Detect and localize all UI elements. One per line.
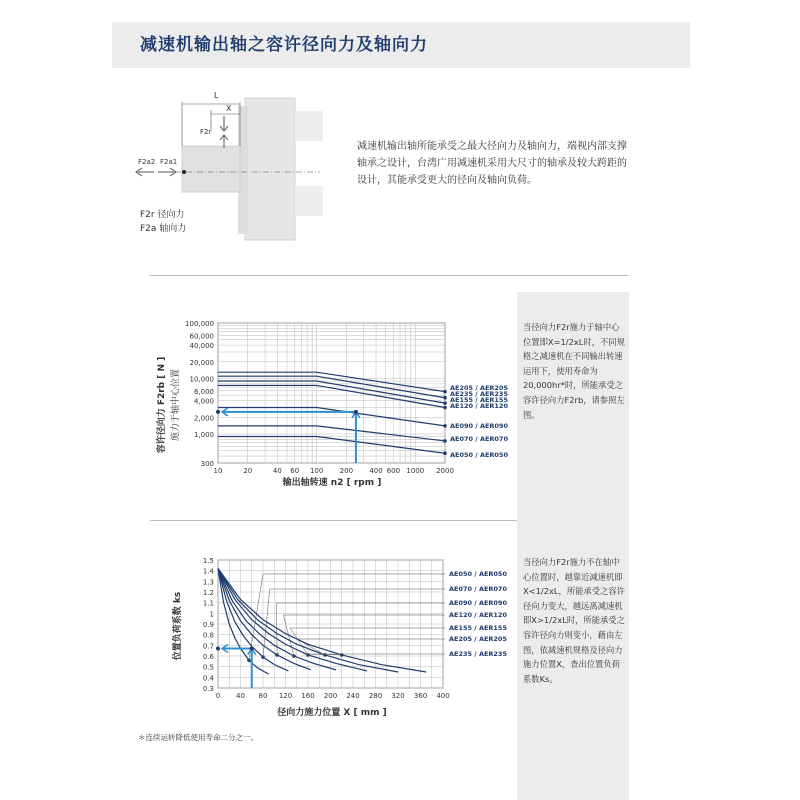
chart2-y-tick: 1.5 xyxy=(202,557,214,565)
chart1-lookup-axis-point xyxy=(216,410,220,414)
chart2-x-tick: 80 xyxy=(258,692,268,700)
chart2-series-marker xyxy=(306,653,310,657)
chart1-x-tick: 2000 xyxy=(436,467,454,475)
chart1-x-tick: 10 xyxy=(213,467,223,475)
chart2-y-tick: 0.5 xyxy=(202,663,214,672)
chart2-note: 当径向力F2r施力不在轴中心位置时，越靠近减速机即X<1/2xL，所能承受之容许径向力变大，越远离减速机即X>1/2xL时，所能承受之容许径向力则变小，藉由左图，依减速机规格及径向力施力位置X，查出位置负荷系数Ks。 xyxy=(523,557,625,684)
chart1-series-endpoint xyxy=(443,401,447,405)
chart2-y-tick: 0.9 xyxy=(202,621,214,629)
chart2-x-axis-title: 径向力施力位置 X [ mm ] xyxy=(277,708,387,718)
chart2-series-label: AE050 / AER050 xyxy=(449,570,507,578)
gearbox-flange-bottom xyxy=(295,186,323,216)
axial-arrow-left xyxy=(136,168,154,176)
label-F2a2: F2a2 xyxy=(138,158,156,166)
chart2-y-tick: 0.8 xyxy=(202,631,214,640)
gearbox-flange-top xyxy=(295,111,323,141)
dim-label-L: L xyxy=(214,91,219,100)
gearbox-body xyxy=(245,98,295,240)
chart1-series-endpoint xyxy=(443,439,447,443)
chart2-series-label: AE155 / AER155 xyxy=(449,624,507,632)
force-legend xyxy=(140,208,186,236)
label-F2a1: F2a1 xyxy=(160,158,178,166)
chart1-series-label: AE155 / AER155 xyxy=(450,396,508,404)
chart1-series-label: AE090 / AER090 xyxy=(450,422,508,430)
chart1-series-label: AE120 / AER120 xyxy=(450,402,508,410)
chart2-y-tick: 1.1 xyxy=(202,599,214,608)
chart2-series-label: AE120 / AER120 xyxy=(449,611,507,619)
chart2-series-marker xyxy=(323,653,327,657)
chart1-x-tick: 400 xyxy=(369,467,383,475)
chart1-y-tick: 2,000 xyxy=(193,414,214,423)
chart2-series-label: AE205 / AER205 xyxy=(449,635,507,643)
chart1-y-axis-subtitle: 施力于轴中心位置 xyxy=(171,368,181,442)
chart2-y-tick: 0.6 xyxy=(202,653,214,661)
chart1-series-label: AE050 / AER050 xyxy=(450,451,508,459)
chart1-series-label: AE070 / AER070 xyxy=(450,435,508,443)
chart1-lookup-point xyxy=(354,410,358,414)
chart2-y-tick: 0.4 xyxy=(202,674,214,683)
chart1-series-label: AE205 / AER205 xyxy=(450,384,508,392)
legend-axial: F2a 轴向力 xyxy=(140,224,187,234)
chart2-x-tick: 400 xyxy=(436,692,450,700)
chart1-x-tick: 60 xyxy=(290,467,300,475)
chart1-y-tick: 10,000 xyxy=(189,375,214,384)
chart2-series-label: AE070 / AER070 xyxy=(449,585,507,593)
chart-position-factor xyxy=(140,548,520,723)
chart2-y-axis-title: 位置负荷系数 ks xyxy=(173,591,183,661)
chart1-x-tick: 40 xyxy=(272,467,282,475)
chart1-x-axis-title: 输出轴转速 n2 [ rpm ] xyxy=(282,478,382,488)
chart1-x-tick: 200 xyxy=(339,467,354,475)
axial-arrow-right xyxy=(158,168,176,176)
chart2-x-tick: 120 xyxy=(278,692,293,700)
label-F2r: F2r xyxy=(200,128,212,136)
chart2-x-tick: 160 xyxy=(301,692,315,700)
chart1-y-tick: 6,000 xyxy=(193,387,214,396)
chart2-series-line xyxy=(218,569,426,672)
divider-2 xyxy=(150,520,517,521)
chart2-y-tick: 0.7 xyxy=(202,642,214,651)
chart1-x-tick: 100 xyxy=(309,467,324,475)
dim-label-X: X xyxy=(226,104,232,113)
legend-radial: F2r 径向力 xyxy=(140,210,185,220)
chart1-series-label: AE235 / AER235 xyxy=(450,390,508,398)
chart2-series-label: AE235 / AER235 xyxy=(449,650,507,658)
chart1-series-endpoint xyxy=(443,451,447,455)
chart2-y-tick: 1.2 xyxy=(202,589,214,597)
page-title: 减速机输出轴之容许径向力及轴向力 xyxy=(140,35,428,55)
chart1-x-tick: 600 xyxy=(386,467,401,475)
chart-radial-force xyxy=(140,305,520,505)
chart1-y-tick: 20,000 xyxy=(189,358,214,367)
chart2-lookup-point xyxy=(250,647,254,651)
chart2-x-tick: 240 xyxy=(346,692,360,700)
chart1-series-endpoint xyxy=(443,390,447,394)
divider-1 xyxy=(150,275,628,276)
output-shaft xyxy=(182,146,240,192)
chart2-x-tick: 0 xyxy=(215,692,221,700)
chart1-y-tick: 300 xyxy=(200,460,214,468)
chart1-y-axis-title: 容许径向力 F2rb [ N ] xyxy=(157,356,167,454)
chart2-x-tick: 40 xyxy=(236,692,245,700)
chart1-y-tick: 1,000 xyxy=(193,430,214,439)
chart1-y-tick: 100,000 xyxy=(185,320,214,328)
chart1-series-endpoint xyxy=(443,396,447,400)
chart1-x-tick: 1000 xyxy=(406,467,425,475)
chart2-y-tick: 1.4 xyxy=(202,567,214,576)
chart2-x-tick: 360 xyxy=(413,692,428,700)
chart1-note: 当径向力F2r施力于轴中心位置即X=1/2xL时，不同规格之减速机在不同输出转速运用下，使用寿命为20,000hr*时，所能承受之容许径向力F2rb，请参照左图。 xyxy=(523,322,625,420)
chart2-x-tick: 200 xyxy=(323,692,338,700)
chart2-y-tick: 1.3 xyxy=(202,578,214,587)
description: 减速机输出轴所能承受之最大径向力及轴向力，端视内部支撑轴承之设计，台湾广用减速机采用大尺寸的轴承及较大跨距的设计，其能承受更大的径向及轴向负荷。 xyxy=(357,141,627,186)
chart1-y-tick: 4,000 xyxy=(193,397,214,406)
chart2-lookup-axis-point xyxy=(216,647,220,651)
chart2-y-tick: 1 xyxy=(209,610,214,619)
chart2-x-tick: 320 xyxy=(391,692,405,700)
chart1-y-tick: 40,000 xyxy=(189,342,214,351)
chart1-series-endpoint xyxy=(443,406,447,410)
chart1-x-tick: 20 xyxy=(243,467,253,475)
footnote: ＊连续运转降低使用寿命二分之一。 xyxy=(138,733,258,742)
chart1-y-tick: 60,000 xyxy=(189,332,214,341)
chart1-series-endpoint xyxy=(443,424,447,428)
chart2-series-label: AE090 / AER090 xyxy=(449,599,507,607)
axis-point xyxy=(182,170,186,174)
chart2-y-tick: 0.3 xyxy=(202,685,214,693)
chart2-x-tick: 280 xyxy=(368,692,383,700)
radial-arrow-down xyxy=(220,116,228,131)
